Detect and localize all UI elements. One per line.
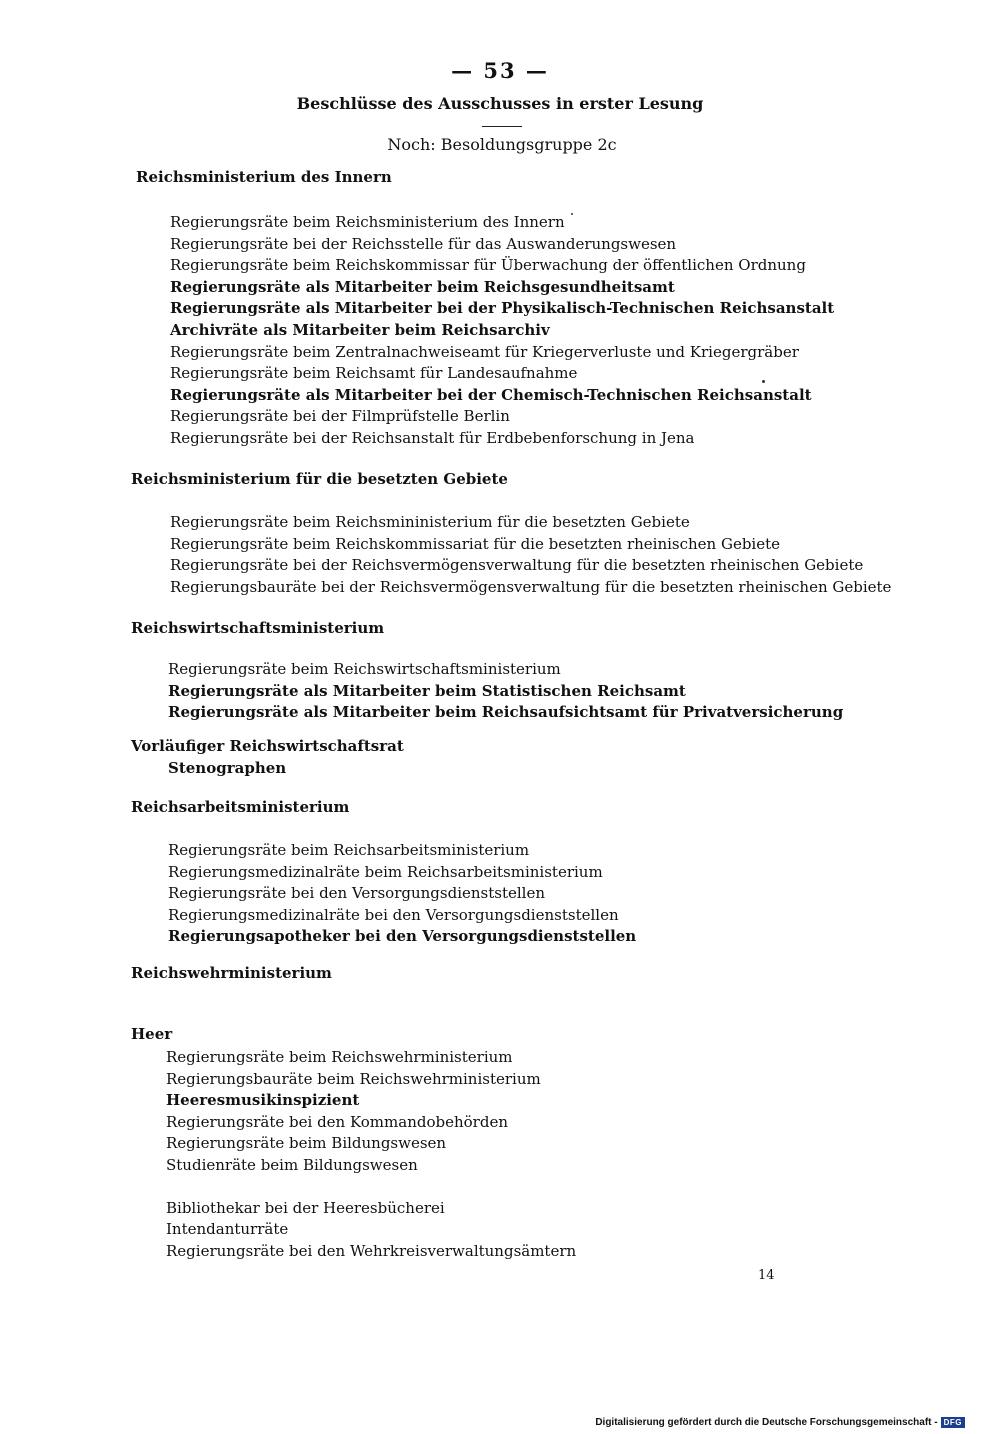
list-item: Regierungsräte als Mitarbeiter bei der Chemisch-Technischen Reichsanstalt — [170, 385, 812, 404]
list-item: Regierungsräte beim Reichswehrministerium — [166, 1048, 513, 1066]
list-item: Regierungsräte bei den Kommandobehörden — [166, 1112, 508, 1131]
section-title: Reichsministerium des Innern — [136, 168, 392, 186]
list-item: Regierungsräte beim Reichsamt für Landesaufnahme — [170, 364, 578, 383]
list-item: Studienräte beim Bildungswesen — [166, 1155, 418, 1174]
page-number: — 53 — — [451, 58, 549, 83]
list-item: Archivräte als Mitarbeiter beim Reichsarchiv — [170, 320, 550, 339]
section-list — [168, 758, 286, 780]
list-item: Regierungsräte als Mitarbeiter beim Statistischen Reichsamt — [168, 681, 686, 700]
footnote-mark: 14 — [758, 1268, 775, 1283]
list-item: Regierungsräte beim Reichsarbeitsministerium — [168, 841, 530, 859]
list-item: Regierungsräte bei der Reichsanstalt für Erdbebenforschung in Jena — [170, 428, 695, 447]
scan-speck — [762, 380, 765, 383]
section-list — [168, 659, 843, 724]
list-item: Regierungsräte bei der Reichsvermögensverwaltung für die besetzten rheinischen Gebiete — [170, 556, 864, 575]
list-item: Regierungsräte bei den Wehrkreisverwaltungsämtern — [166, 1241, 577, 1260]
dfg-logo: DFG — [941, 1417, 965, 1428]
list-item: Regierungsräte als Mitarbeiter beim Reichsgesundheitsamt — [170, 277, 675, 296]
section-title: Reichsarbeitsministerium — [131, 798, 350, 816]
section-title: Reichsministerium für die besetzten Gebiete — [131, 470, 508, 488]
list-item: Stenographen — [168, 759, 287, 777]
list-item: Intendanturräte — [166, 1220, 289, 1239]
list-item: Regierungsmedizinalräte beim Reichsarbeitsministerium — [168, 862, 603, 881]
list-item: Regierungsräte bei der Filmprüfstelle Berlin — [170, 407, 510, 426]
page-heading: Beschlüsse des Ausschusses in erster Lesung — [296, 94, 704, 113]
section-title: Heer — [131, 1025, 173, 1043]
list-spacer — [166, 1177, 576, 1198]
section-list — [170, 512, 891, 598]
list-item: Regierungsräte bei den Versorgungsdienststellen — [168, 884, 545, 903]
list-item: Regierungsbauräte beim Reichswehrministerium — [166, 1069, 541, 1088]
list-item: Regierungsräte beim Reichswirtschaftsministerium — [168, 660, 561, 678]
list-item: Regierungsräte beim Reichskommissar für Überwachung der öffentlichen Ordnung — [170, 256, 806, 275]
scan-speck — [571, 213, 573, 215]
list-item: Regierungsräte beim Reichsmininisterium für die besetzten Gebiete — [170, 513, 690, 531]
list-item: Regierungsräte beim Zentralnachweiseamt für Kriegerverluste und Kriegergräber — [170, 342, 799, 361]
heading-rule — [482, 126, 522, 127]
list-item: Regierungsräte beim Bildungswesen — [166, 1134, 447, 1153]
list-item: Regierungsräte beim Reichskommissariat für die besetzten rheinischen Gebiete — [170, 534, 781, 553]
list-item: Heeresmusikinspizient — [166, 1091, 360, 1110]
section-list — [170, 212, 834, 450]
page-subheading: Noch: Besoldungsgruppe 2c — [387, 135, 617, 154]
section-title: Reichswehrministerium — [131, 964, 332, 982]
section-list — [166, 1047, 576, 1262]
list-item: Regierungsräte als Mitarbeiter beim Reichsaufsichtsamt für Privatversicherung — [168, 703, 844, 722]
list-item: Bibliothekar bei der Heeresbücherei — [166, 1198, 445, 1217]
footer-credit — [595, 1417, 965, 1428]
list-item: Regierungsräte bei der Reichsstelle für das Auswanderungswesen — [170, 234, 677, 253]
section-title: Reichswirtschaftsministerium — [131, 619, 385, 637]
section-title: Vorläufiger Reichswirtschaftsrat — [131, 737, 404, 755]
list-item: Regierungsapotheker bei den Versorgungsdienststellen — [168, 927, 637, 946]
list-item: Regierungsmedizinalräte bei den Versorgungsdienststellen — [168, 905, 619, 924]
footer-text: Digitalisierung gefördert durch die Deutsche Forschungsgemeinschaft - — [595, 1417, 938, 1428]
list-item: Regierungsräte beim Reichsministerium des Innern — [170, 213, 565, 231]
section-list — [168, 840, 636, 948]
list-item: Regierungsbauräte bei der Reichsvermögensverwaltung für die besetzten rheinischen Gebiete — [170, 577, 892, 596]
list-item: Regierungsräte als Mitarbeiter bei der Physikalisch-Technischen Reichsanstalt — [170, 299, 835, 318]
